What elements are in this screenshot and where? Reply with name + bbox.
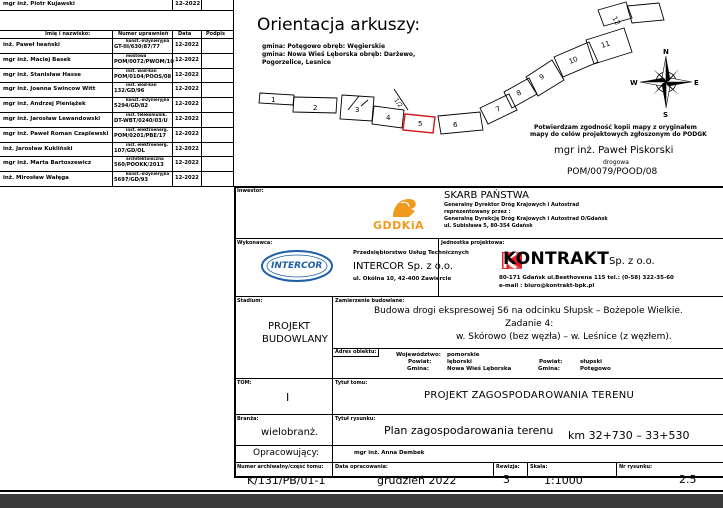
signer-specialty: mostowa [126, 52, 147, 58]
header-name: Imię i nazwisko: [45, 31, 91, 37]
date-label: Data opracowania: [335, 464, 388, 470]
volume-title: PROJEKT ZAGOSPODAROWANIA TERENU [424, 390, 635, 401]
municipality-line-1: gmina: Potęgowo obręb: Węgierskie [262, 43, 386, 50]
road-label: 1/2 [392, 97, 404, 110]
sheet-no-5: 5 [418, 120, 423, 128]
sheet-no-4: 4 [386, 114, 391, 122]
investor-line-4: ul. Subisława 5, 80-354 Gdańsk [444, 223, 533, 229]
task-line-1: Budowa drogi ekspresowej S6 na odcinku Słupsk – Bożepole Wielkie. [374, 306, 683, 316]
signer-license-number: POM/0072/PWOM/10 [114, 58, 174, 65]
signer-specialty: inst. telekomunik. [126, 112, 167, 117]
header-date: Data [178, 31, 192, 37]
drawing-title: Plan zagospodarowania terenu [384, 424, 554, 437]
orientation-panel [234, 0, 723, 186]
signer-specialty: inst. wod-kan [126, 82, 157, 88]
sheet-1 [259, 93, 294, 105]
sheet-no-8: 8 [515, 88, 523, 98]
signer-license-number: 5294/GD/82 [114, 103, 149, 110]
sheet-no-11: 11 [600, 39, 612, 50]
table-row-divider [0, 68, 234, 69]
address-commune-value: Nowa Wieś Lęborska [447, 366, 512, 372]
sheet-no-2: 2 [313, 104, 318, 112]
sheet-no-7: 7 [494, 104, 502, 114]
table-row-divider [0, 97, 234, 98]
signer-license-number: GT-III/630/87/77 [114, 44, 160, 50]
task-line-3: w. Skórowo (bez węzła) – w. Leśnice (z węzłem). [456, 332, 672, 342]
contractor-address: ul. Okólna 10, 42-400 Zawiercie [353, 276, 452, 282]
signer-license-number: 107/GD/OL [114, 147, 145, 154]
prepared-value: mgr inż. Anna Dembek [354, 450, 425, 456]
signer-date: 12-2022 [175, 145, 199, 152]
municipality-line-3: Pogorzelice, Lesnice [262, 59, 331, 66]
sheet-no-9: 9 [538, 72, 546, 82]
address-voivodeship-key: Województwo: [396, 352, 441, 358]
address-commune-key: Gmina: [407, 366, 429, 372]
confirm-line-1: Potwierdzam zgodność kopii mapy z oryginałem [534, 124, 697, 131]
signer-license-number: DT-WBT/0240/03/U [114, 118, 168, 124]
signer-date: 12-2022 [175, 101, 199, 108]
drawing-no-value: 2.5 [679, 473, 697, 486]
signer-name: mgr inż. Stanisław Hasse [3, 71, 82, 78]
header-signature: Podpis [206, 31, 225, 37]
address-voivodeship-value: pomorskie [447, 352, 480, 358]
investor-label: Inwestor: [237, 188, 264, 194]
signer-date: 12-2022 [175, 175, 199, 182]
investor-line-1: Generalny Dyrektor Dróg Krajowych i Autostrad [444, 202, 580, 208]
surveyor-field: drogowa [603, 159, 629, 166]
signer-date: 12-2022 [175, 86, 199, 93]
address-label: Adres obiektu: [335, 349, 377, 355]
archive-value: K/131/PB/01-1 [247, 474, 326, 487]
drawing-no-label: Nr rysunku: [619, 464, 653, 470]
signer-date: 12-2022 [175, 130, 199, 137]
signer-name: mgr inż. Jarosław Lewandowski [3, 116, 101, 122]
intercor-logo-text: INTERCOR [271, 261, 323, 271]
sheet-layout-diagram [234, 0, 723, 186]
surveyor-number: POM/0079/POOD/08 [567, 167, 658, 177]
signer-specialty: konst.-inżynieryjna [126, 97, 170, 103]
signer-date: 12-2022 [175, 71, 199, 78]
table-row-divider [0, 156, 234, 157]
drawing-title-label: Tytuł rysunku: [335, 416, 376, 422]
signer-date: 12-2022 [175, 42, 199, 48]
signer-name: mgr inż. Maciej Basek [3, 56, 71, 63]
signer-date: 12-2022 [175, 116, 199, 122]
design-unit-label: Jednostka projektowa: [441, 240, 505, 246]
scale-label: Skala: [530, 464, 548, 470]
signer-name: inż. Paweł Iwański [3, 42, 60, 48]
svg-text:W: W [630, 79, 638, 87]
top-signer-name: mgr inż. Piotr Kujawski [3, 1, 75, 7]
address-county-value: lęborski [447, 359, 472, 365]
signers-table [0, 0, 234, 186]
sheet-no-6: 6 [453, 121, 458, 129]
sheet-no-12: 12 [610, 15, 622, 27]
date-value: grudzień 2022 [377, 474, 457, 487]
kontrakt-logo-text: KONTRAKT [503, 249, 610, 269]
sheet-no-10: 10 [567, 55, 580, 66]
table-row-divider [0, 82, 234, 83]
investor-name: SKARB PAŃSTWA [444, 190, 529, 201]
signer-date: 12-2022 [175, 56, 199, 63]
table-row-divider [0, 186, 234, 187]
address-commune2-value: Potęgowo [580, 366, 611, 372]
kontrakt-suffix: Sp. z o.o. [609, 256, 655, 267]
stage-line-1: PROJEKT [268, 321, 311, 332]
task-line-2: Zadanie 4: [505, 319, 554, 329]
revision-label: Rewizja: [496, 464, 520, 470]
svg-text:S: S [663, 111, 669, 119]
gddkia-logo-text: GDDKiA [373, 219, 425, 232]
table-row-divider [0, 127, 234, 128]
signer-name: mgr inż. Joanna Swincow Witt [3, 86, 96, 93]
stage-label: Stadium: [237, 298, 263, 304]
address-commune2-key: Gmina: [538, 366, 560, 372]
signer-name: mgr inż. Paweł Roman Czaplewski [3, 130, 109, 137]
table-row-divider [0, 112, 234, 113]
signer-specialty: konst.-inżynieryjna [126, 171, 170, 177]
title-block [234, 186, 723, 487]
address-county2-value: słupski [580, 359, 602, 365]
signer-specialty: konst.-inżynieryjna [126, 38, 170, 43]
top-signer-date: 12-2022 [175, 1, 201, 7]
signer-name: mgr inż. Andrzej Pieniążek [3, 101, 86, 108]
stage-line-2: BUDOWLANY [262, 334, 328, 345]
table-row-divider [0, 53, 234, 54]
signer-license-number: 132/GD/96 [114, 88, 145, 95]
investor-line-2: reprezentowany przez : [444, 209, 511, 215]
signer-specialty: inst. elektroenerg. [126, 126, 169, 132]
drawing-km: km 32+730 – 33+530 [568, 429, 690, 442]
signer-license-number: POM/0201/PBE/17 [114, 132, 167, 139]
signer-name: mgr inż. Marta Bartoszewicz [3, 160, 92, 167]
sheet-6 [438, 112, 483, 134]
sheet-no-1: 1 [271, 96, 276, 104]
branch-value: wielobranż. [261, 427, 319, 438]
kontrakt-email: e-mail : biuro@kontrakt-bpk.pl [499, 283, 595, 289]
volume-label: TOM: [237, 380, 252, 386]
orientation-title: Orientacja arkuszy: [257, 15, 421, 35]
sheet-no-3: 3 [355, 106, 360, 114]
signer-license-number: POM/0104/POOS/08 [114, 73, 172, 80]
address-county-key: Powiat: [408, 359, 432, 365]
kontrakt-address: 80-171 Gdańsk ul.Beethovena 115 tel.: (0-58) 322-35-60 [499, 275, 674, 281]
prepared-label: Opracowujący: [253, 448, 320, 458]
confirm-line-2: mapy do celów projektowych zgłoszonym do PODGK [530, 131, 707, 138]
svg-text:E: E [694, 79, 699, 87]
volume-title-label: Tytuł tomu: [335, 380, 368, 386]
sheet-13 [627, 3, 664, 23]
bottom-edge-bar [0, 494, 723, 508]
task-label: Zamierzenie budowlane: [335, 298, 405, 304]
signer-specialty: inst. elektroenerg. [126, 141, 169, 147]
signer-date: 12-2022 [175, 160, 199, 167]
surveyor-name: mgr inż. Paweł Piskorski [554, 145, 674, 156]
signer-specialty: architektoniczna [126, 156, 164, 162]
signer-specialty: inst. wod-kan [126, 67, 157, 73]
archive-label: Numer archiwalny/część tomu: [237, 464, 324, 470]
contractor-desc: Przedsiębiorstwo Usług Technicznych [353, 250, 469, 256]
volume-value: I [286, 391, 290, 404]
compass-rose-icon [630, 48, 699, 119]
municipality-line-2: gmina: Nowa Wieś Lęborska obręb: Darżewo, [262, 51, 416, 58]
contractor-name: INTERCOR Sp. z o.o. [353, 261, 454, 272]
signer-license-number: 560/POOKK/2013 [114, 162, 164, 169]
revision-value: 3 [503, 473, 510, 486]
investor-line-3: Generalną Dyrekcję Dróg Krajowych i Autostrad O/Gdańsk [444, 216, 608, 222]
signer-license-number: 5697/GD/93 [114, 177, 149, 184]
svg-text:N: N [663, 48, 669, 56]
signer-name: inż. Jarosław Kukliński [3, 145, 73, 152]
signer-name: inż. Mirosław Wałęga [3, 175, 69, 182]
bottom-edge-line [0, 490, 723, 492]
table-row-divider [0, 171, 234, 172]
contractor-label: Wykonawca: [237, 240, 273, 246]
address-county2-key: Powiat: [539, 359, 563, 365]
table-row-divider [0, 142, 234, 143]
branch-label: Branża: [237, 416, 259, 422]
scale-value: 1:1000 [544, 474, 583, 487]
header-number: Numer uprawnień [118, 31, 169, 37]
